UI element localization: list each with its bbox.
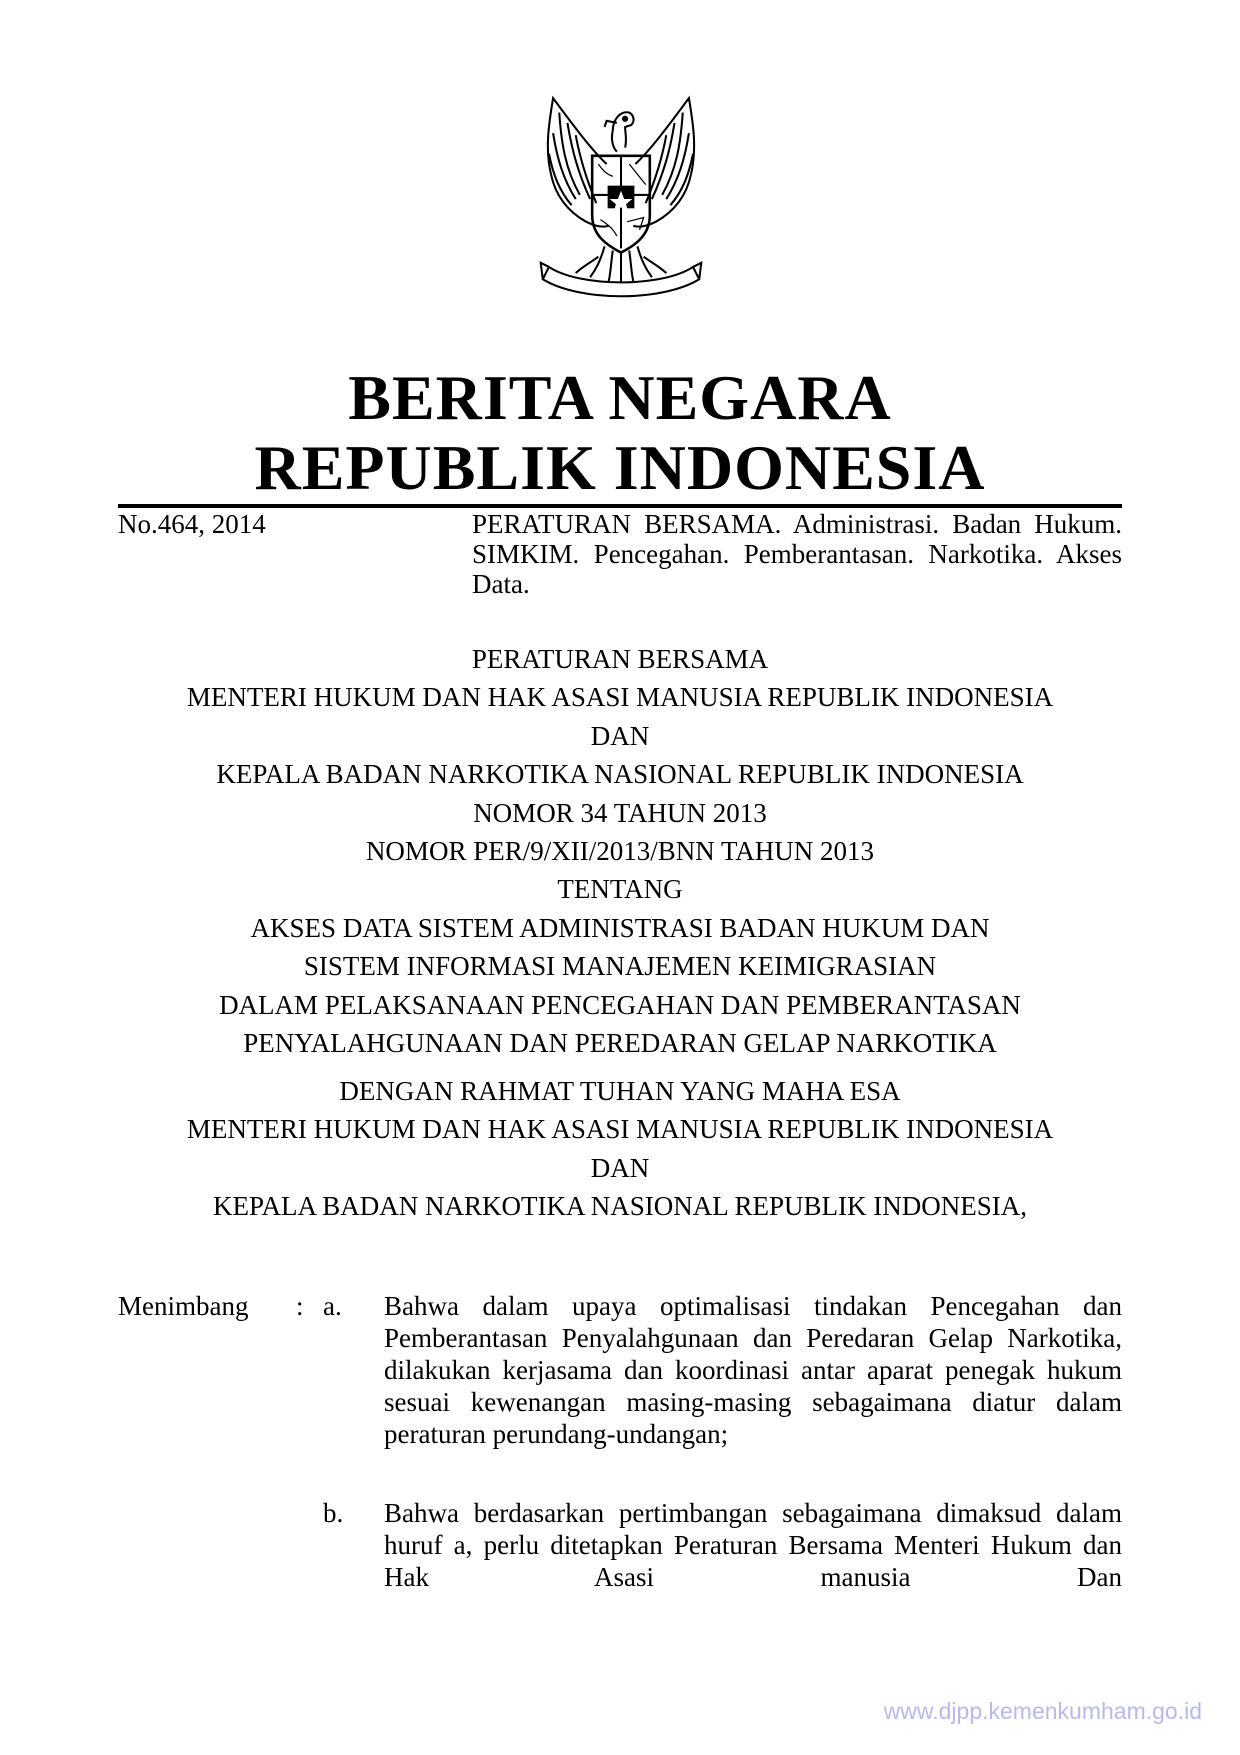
heading-line: PENYALAHGUNAAN DAN PEREDARAN GELAP NARKOTIKA bbox=[243, 1028, 997, 1059]
consideration-letter: b. bbox=[323, 1498, 344, 1528]
heading-line: PERATURAN BERSAMA bbox=[471, 644, 769, 674]
preamble-line: MENTERI HUKUM DAN HAK ASASI MANUSIA REPUBLIK INDONESIA bbox=[186, 1114, 1054, 1145]
regulation-heading bbox=[0, 640, 1240, 1062]
preamble-line: DENGAN RAHMAT TUHAN YANG MAHA ESA bbox=[339, 1076, 901, 1106]
gazette-title: BERITA NEGARA bbox=[348, 362, 892, 433]
preamble-line: KEPALA BADAN NARKOTIKA NASIONAL REPUBLIK INDONESIA, bbox=[212, 1191, 1027, 1222]
garuda-emblem-icon bbox=[518, 92, 724, 304]
gazette-subject: PERATURAN BERSAMA. Administrasi. Badan Hukum. SIMKIM. Pencegahan. Pemberantasan. Narkotika. Akses Data. bbox=[472, 509, 1122, 599]
consideration-text: Bahwa dalam upaya optimalisasi tindakan Pencegahan dan Pemberantasan Penyalahgunaan dan Peredaran Gelap Narkotika, dilakukan kerjasama dan koordinasi antar aparat penegak hukum sesuai kewenangan masing-masing sebagaimana diatur dalam peraturan perundang-undangan; bbox=[384, 1291, 1122, 1449]
heading-line: TENTANG bbox=[557, 874, 683, 905]
heading-line: NOMOR PER/9/XII/2013/BNN TAHUN 2013 bbox=[365, 836, 875, 867]
consideration-text: Bahwa berdasarkan pertimbangan sebagaimana dimaksud dalam huruf a, perlu ditetapkan Peraturan Bersama Menteri Hukum dan Hak Asasi manusia Dan bbox=[384, 1498, 1122, 1592]
menimbang-label: Menimbang bbox=[118, 1291, 249, 1321]
heading-line: KEPALA BADAN NARKOTIKA NASIONAL REPUBLIK INDONESIA bbox=[216, 759, 1024, 790]
heading-line: DAN bbox=[590, 720, 650, 751]
heading-line: MENTERI HUKUM DAN HAK ASASI MANUSIA REPUBLIK INDONESIA bbox=[186, 682, 1054, 713]
preamble bbox=[0, 1072, 1240, 1226]
heading-line: SISTEM INFORMASI MANAJEMEN KEIMIGRASIAN bbox=[303, 951, 937, 982]
heading-line: AKSES DATA SISTEM ADMINISTRASI BADAN HUKUM DAN bbox=[250, 912, 990, 943]
title-divider bbox=[118, 504, 1122, 508]
website-watermark: www.djpp.kemenkumham.go.id bbox=[883, 1698, 1202, 1724]
heading-line: NOMOR 34 TAHUN 2013 bbox=[473, 797, 767, 828]
consideration-letter: a. bbox=[323, 1291, 342, 1321]
gazette-title-country: REPUBLIK INDONESIA bbox=[254, 432, 986, 503]
menimbang-colon: : bbox=[296, 1291, 304, 1321]
gazette-number: No.464, 2014 bbox=[118, 509, 266, 539]
preamble-line: DAN bbox=[590, 1152, 650, 1183]
heading-line: DALAM PELAKSANAAN PENCEGAHAN DAN PEMBERANTASAN bbox=[219, 989, 1021, 1020]
